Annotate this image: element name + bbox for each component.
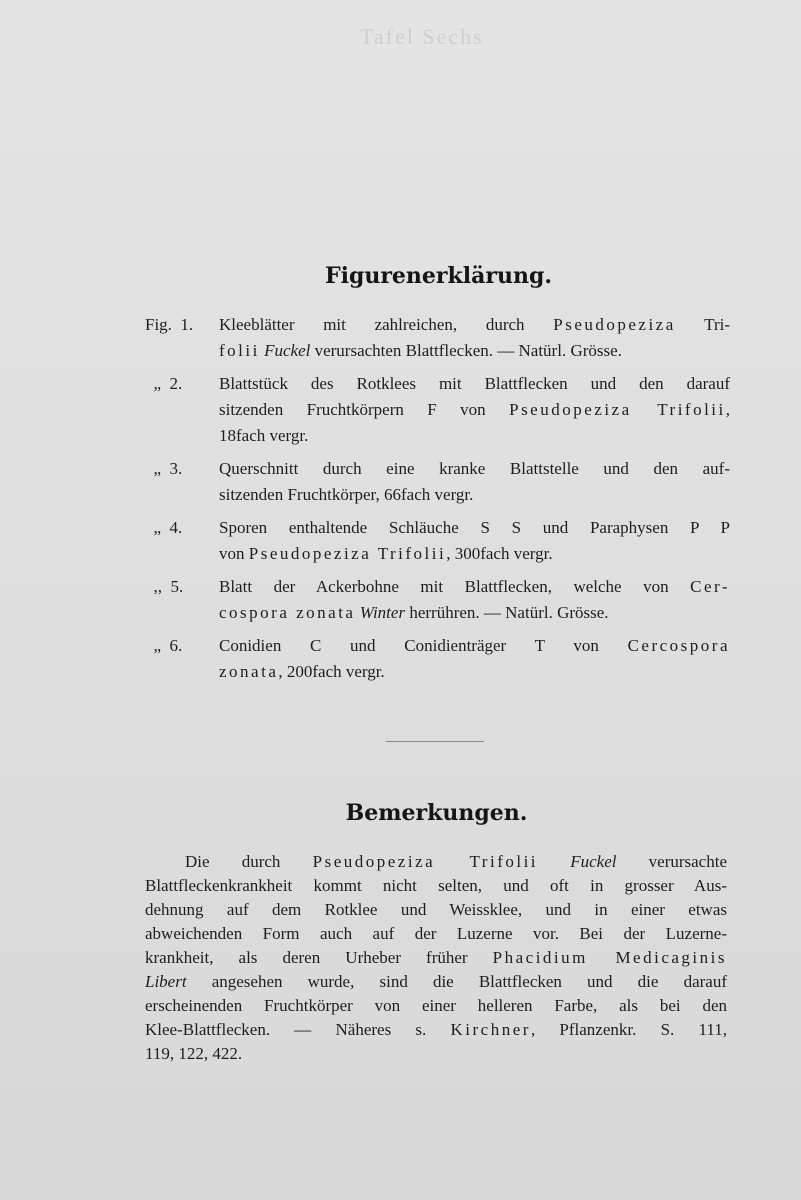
text-line xyxy=(219,423,730,449)
spaced-text: folii xyxy=(219,341,260,360)
figure-entry xyxy=(145,574,730,626)
text-line xyxy=(219,456,730,482)
figures-heading: Figurenerklärung. xyxy=(324,263,552,289)
spaced-text: Cer- xyxy=(690,577,730,596)
figure-number: ,, 5. xyxy=(145,577,184,596)
text-line xyxy=(219,600,730,626)
text-segment: sitzenden Fruchtkörper, 66fach vergr. xyxy=(219,485,474,504)
text-line xyxy=(219,574,730,600)
figure-description xyxy=(219,371,730,449)
text-line xyxy=(145,1018,727,1042)
figure-number: Fig. 1. xyxy=(145,315,194,334)
text-segment: 18fach vergr. xyxy=(219,426,309,445)
text-segment: Querschnitt durch eine kranke Blattstelle und den auf- xyxy=(219,459,730,478)
figure-entry xyxy=(145,633,730,685)
text-line xyxy=(219,541,730,567)
text-segment: verursachten Blattflecken. — Natürl. Grösse. xyxy=(310,341,622,360)
text-segment: Die durch xyxy=(185,852,313,871)
italic-text: Winter xyxy=(359,603,406,622)
figure-entry xyxy=(145,312,730,364)
spaced-text: Kirchner xyxy=(450,1020,531,1039)
text-segment: krankheit, als deren Urheber früher xyxy=(145,948,493,967)
text-segment: Blattfleckenkrankheit kommt nicht selten, und oft in grosser Aus- xyxy=(145,876,727,895)
text-line xyxy=(145,922,727,946)
figure-number: „ 3. xyxy=(145,459,183,478)
spaced-text: Pseudopeziza xyxy=(553,315,676,334)
spaced-text: Pseudopeziza Trifolii xyxy=(248,544,447,563)
text-line xyxy=(145,850,727,874)
text-segment: verursachte xyxy=(616,852,727,871)
figure-number: „ 6. xyxy=(145,636,183,655)
text-segment: erscheinenden Fruchtkörper von einer helleren Farbe, als bei den xyxy=(145,996,727,1015)
italic-text: Libert xyxy=(145,972,187,991)
text-segment: abweichenden Form auch auf der Luzerne vor. Bei der Luzerne- xyxy=(145,924,727,943)
text-line xyxy=(219,482,730,508)
text-segment: , xyxy=(725,400,730,419)
text-line xyxy=(219,312,730,338)
figure-description xyxy=(219,515,730,567)
figure-number: „ 4. xyxy=(145,518,183,537)
text-segment: Conidien C und Conidienträger T von xyxy=(219,636,628,655)
figure-description xyxy=(219,312,730,364)
figure-legend-list xyxy=(145,312,730,685)
remarks-heading: Bemerkungen. xyxy=(345,800,528,826)
text-segment: 119, 122, 422. xyxy=(145,1044,243,1063)
text-line xyxy=(219,633,730,659)
text-segment: Blattstück des Rotklees mit Blattflecken und den darauf xyxy=(219,374,730,393)
figure-description xyxy=(219,574,730,626)
spaced-text: cospora zonata xyxy=(219,603,356,622)
section-divider xyxy=(386,741,484,742)
text-segment xyxy=(538,852,570,871)
spaced-text: Pseudopeziza Trifolii xyxy=(509,400,726,419)
spaced-text: Phacidium Medicaginis xyxy=(492,948,727,967)
text-line xyxy=(145,874,727,898)
text-segment: , 200fach vergr. xyxy=(278,662,385,681)
text-line xyxy=(145,994,727,1018)
text-line xyxy=(145,898,727,922)
figure-entry xyxy=(145,456,730,508)
spaced-text: Pseudopeziza Trifolii xyxy=(312,852,539,871)
text-segment: Kleeblätter mit zahlreichen, durch xyxy=(219,315,554,334)
text-segment: von xyxy=(219,544,249,563)
text-segment: dehnung auf dem Rotklee und Weissklee, und in einer etwas xyxy=(145,900,727,919)
italic-text: Fuckel xyxy=(264,341,311,360)
remarks-paragraph xyxy=(145,850,727,1066)
text-segment: Tri- xyxy=(675,315,730,334)
bleed-through-text: Tafel Sechs xyxy=(360,24,484,49)
figure-number: „ 2. xyxy=(145,374,183,393)
text-line xyxy=(145,1042,727,1066)
text-segment: herrühren. — Natürl. Grösse. xyxy=(405,603,609,622)
text-segment: sitzenden Fruchtkörpern F von xyxy=(219,400,510,419)
figure-entry xyxy=(145,371,730,449)
italic-text: Fuckel xyxy=(570,852,617,871)
text-segment: Klee-Blattflecken. — Näheres s. xyxy=(145,1020,451,1039)
text-line xyxy=(219,371,730,397)
text-line xyxy=(219,659,730,685)
figure-description xyxy=(219,456,730,508)
text-segment: angesehen wurde, sind die Blattflecken und die darauf xyxy=(186,972,727,991)
spaced-text: Cercospora xyxy=(627,636,730,655)
text-line xyxy=(219,397,730,423)
text-segment: , 300fach vergr. xyxy=(446,544,553,563)
spaced-text: zonata xyxy=(219,662,279,681)
text-line xyxy=(219,515,730,541)
text-segment: , Pflanzenkr. S. 111, xyxy=(530,1020,727,1039)
figure-description xyxy=(219,633,730,685)
text-line xyxy=(145,970,727,994)
text-segment: Sporen enthaltende Schläuche S S und Paraphysen P P xyxy=(219,518,730,537)
text-segment: Blatt der Ackerbohne mit Blattflecken, welche von xyxy=(219,577,691,596)
text-line xyxy=(145,946,727,970)
text-line xyxy=(219,338,730,364)
figure-entry xyxy=(145,515,730,567)
